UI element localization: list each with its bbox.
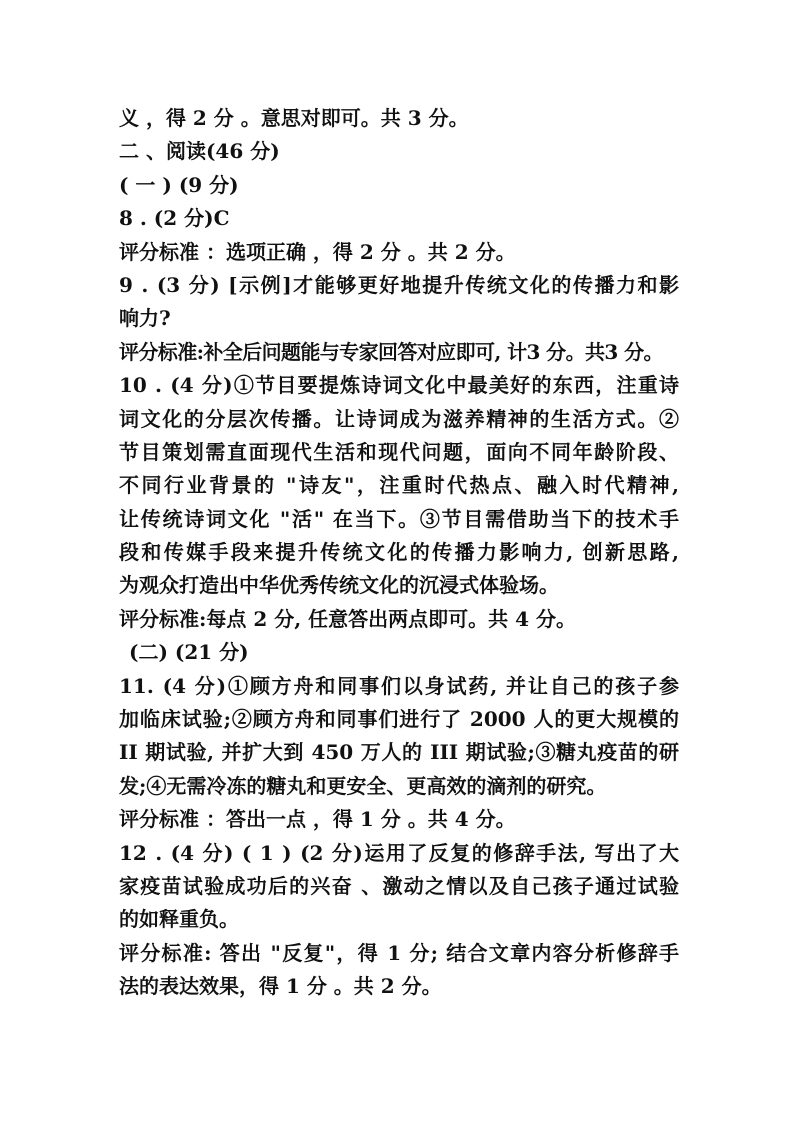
scoring-criteria-12: 评分标准: 答出 "反复"，得 1 分; 结合文章内容分析修辞手 — [119, 940, 679, 965]
text-line: 为观众打造出中华优秀传统文化的沉浸式体验场。 — [119, 573, 559, 598]
text-line: 家疫苗试验成功后的兴奋 、激动之情以及自己孩子通过试验 — [119, 873, 679, 898]
question-12-answer: 12 . (4 分) ( 1 ) (2 分)运用了反复的修辞手法, 写出了大 — [119, 840, 679, 865]
text-line: 发;④无需冷冻的糖丸和更安全、更高效的滴剂的研究。 — [119, 773, 607, 798]
scoring-criteria-8: 评分标准 ：选项正确 ，得 2 分 。共 2 分。 — [119, 239, 516, 264]
answer-key-text — [119, 102, 679, 1004]
text-line: 不同行业背景的 "诗友"，注重时代热点、融入时代精神, — [119, 473, 679, 498]
text-line: 让传统诗词文化 "活" 在当下。③节目需借助当下的技术手 — [119, 506, 679, 531]
text-line: 加临床试验;②顾方舟和同事们进行了 2000 人的更大规模的 — [119, 707, 679, 732]
text-line: 的如释重负。 — [119, 907, 239, 932]
question-11-answer: 11. (4 分)①顾方舟和同事们以身试药, 并让自己的孩子参 — [119, 673, 679, 698]
text-line: 响力? — [119, 306, 171, 331]
scoring-criteria-10: 评分标准:每点 2 分, 任意答出两点即可。共 4 分。 — [119, 606, 576, 631]
subsection-heading-1: ( 一 ) (9 分) — [119, 172, 239, 197]
question-8-answer: 8 . (2 分)C — [119, 206, 230, 231]
question-9-answer: 9 . (3 分) [示例]才能够更好地提升传统文化的传播力和影 — [119, 272, 679, 297]
question-10-answer: 10 . (4 分)①节目要提炼诗词文化中最美好的东西，注重诗 — [119, 373, 679, 398]
section-heading-reading: 二 、阅读(46 分) — [119, 139, 280, 164]
scoring-criteria-11: 评分标准 ：答出一点 ，得 1 分 。共 4 分。 — [119, 807, 516, 832]
text-line: 节目策划需直面现代生活和现代问题，面向不同年龄阶段、 — [119, 439, 679, 464]
text-line: 法的表达效果，得 1 分 。共 2 分。 — [119, 974, 442, 999]
scoring-criteria-9: 评分标准:补全后问题能与专家回答对应即可, 计3 分。共3 分。 — [119, 339, 663, 364]
subsection-heading-2: (二) (21 分) — [129, 640, 249, 665]
text-line: II 期试验, 并扩大到 450 万人的 III 期试验;③糖丸疫苗的研 — [119, 740, 679, 765]
text-line: 词文化的分层次传播。让诗词成为滋养精神的生活方式。② — [119, 406, 679, 431]
text-line: 义 ，得 2 分 。意思对即可。共 3 分。 — [119, 106, 469, 130]
text-line: 段和传媒手段来提升传统文化的传播力影响力, 创新思路, — [119, 540, 679, 565]
